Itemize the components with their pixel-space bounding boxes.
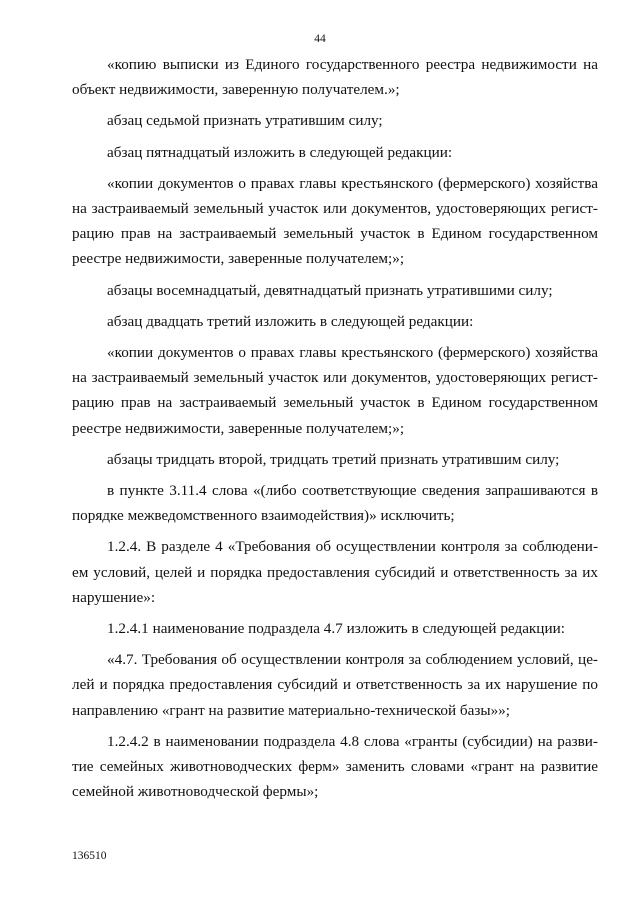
- paragraph: [72, 447, 598, 472]
- paragraph-line: нарушение»:: [72, 588, 156, 606]
- paragraph-line: рацию прав на застраиваемый земельный участок в Едином государственном: [72, 394, 598, 412]
- paragraph-line: реестре недвижимости, заверенные получателем;»;: [72, 250, 405, 268]
- paragraph: [72, 171, 598, 272]
- paragraph-line: абзац седьмой признать утратившим силу;: [107, 112, 383, 130]
- paragraph: [72, 729, 598, 805]
- paragraph-line: на застраиваемый земельный участок или документов, удостоверяющих регист-: [72, 369, 598, 387]
- page-number: 44: [314, 33, 326, 45]
- paragraph-line: направлению «грант на развитие материально-технической базы»»;: [72, 701, 510, 719]
- paragraph-line: «4.7. Требования об осуществлении контроля за соблюдением условий, це-: [107, 651, 598, 669]
- paragraph: [72, 478, 598, 528]
- document-code: 136510: [72, 850, 107, 862]
- document-body: [72, 52, 598, 810]
- paragraph-line: порядке межведомственного взаимодействия)» исключить;: [72, 507, 455, 525]
- paragraph-line: ем условий, целей и порядка предоставления субсидий и ответственность за их: [72, 563, 598, 581]
- paragraph: [72, 647, 598, 723]
- paragraph-line: «копии документов о правах главы крестьянского (фермерского) хозяйства: [107, 344, 598, 362]
- paragraph-line: абзац двадцать третий изложить в следующей редакции:: [107, 312, 474, 330]
- paragraph: [72, 140, 598, 165]
- paragraph-line: тие семейных животноводческих ферм» заменить словами «грант на развитие: [72, 758, 598, 776]
- paragraph-line: на застраиваемый земельный участок или документов, удостоверяющих регист-: [72, 200, 598, 218]
- paragraph: [72, 340, 598, 441]
- paragraph: [72, 52, 598, 102]
- paragraph: [72, 534, 598, 610]
- paragraph: [72, 108, 598, 133]
- paragraph-line: объект недвижимости, заверенную получателем.»;: [72, 81, 400, 99]
- paragraph-line: абзацы восемнадцатый, девятнадцатый признать утратившими силу;: [107, 281, 553, 299]
- paragraph-line: 1.2.4. В разделе 4 «Требования об осуществлении контроля за соблюдени-: [107, 538, 598, 556]
- paragraph-line: абзацы тридцать второй, тридцать третий признать утратившим силу;: [107, 450, 560, 468]
- paragraph-line: абзац пятнадцатый изложить в следующей редакции:: [107, 143, 453, 161]
- paragraph-line: рацию прав на застраиваемый земельный участок в Едином государственном: [72, 225, 598, 243]
- paragraph-line: «копии документов о правах главы крестьянского (фермерского) хозяйства: [107, 174, 598, 192]
- paragraph-line: в пункте 3.11.4 слова «(либо соответствующие сведения запрашиваются в: [107, 482, 598, 500]
- paragraph: [72, 278, 598, 303]
- paragraph: [72, 309, 598, 334]
- paragraph-line: 1.2.4.2 в наименовании подраздела 4.8 слова «гранты (субсидии) на разви-: [107, 732, 598, 750]
- paragraph-line: 1.2.4.1 наименование подраздела 4.7 изложить в следующей редакции:: [107, 620, 565, 638]
- paragraph: [72, 616, 598, 641]
- paragraph-line: лей и порядка предоставления субсидий и ответственность за их нарушение по: [72, 676, 598, 694]
- paragraph-line: реестре недвижимости, заверенные получателем;»;: [72, 419, 405, 437]
- paragraph-line: семейной животноводческой фермы»;: [72, 783, 319, 801]
- paragraph-line: «копию выписки из Единого государственного реестра недвижимости на: [107, 56, 598, 73]
